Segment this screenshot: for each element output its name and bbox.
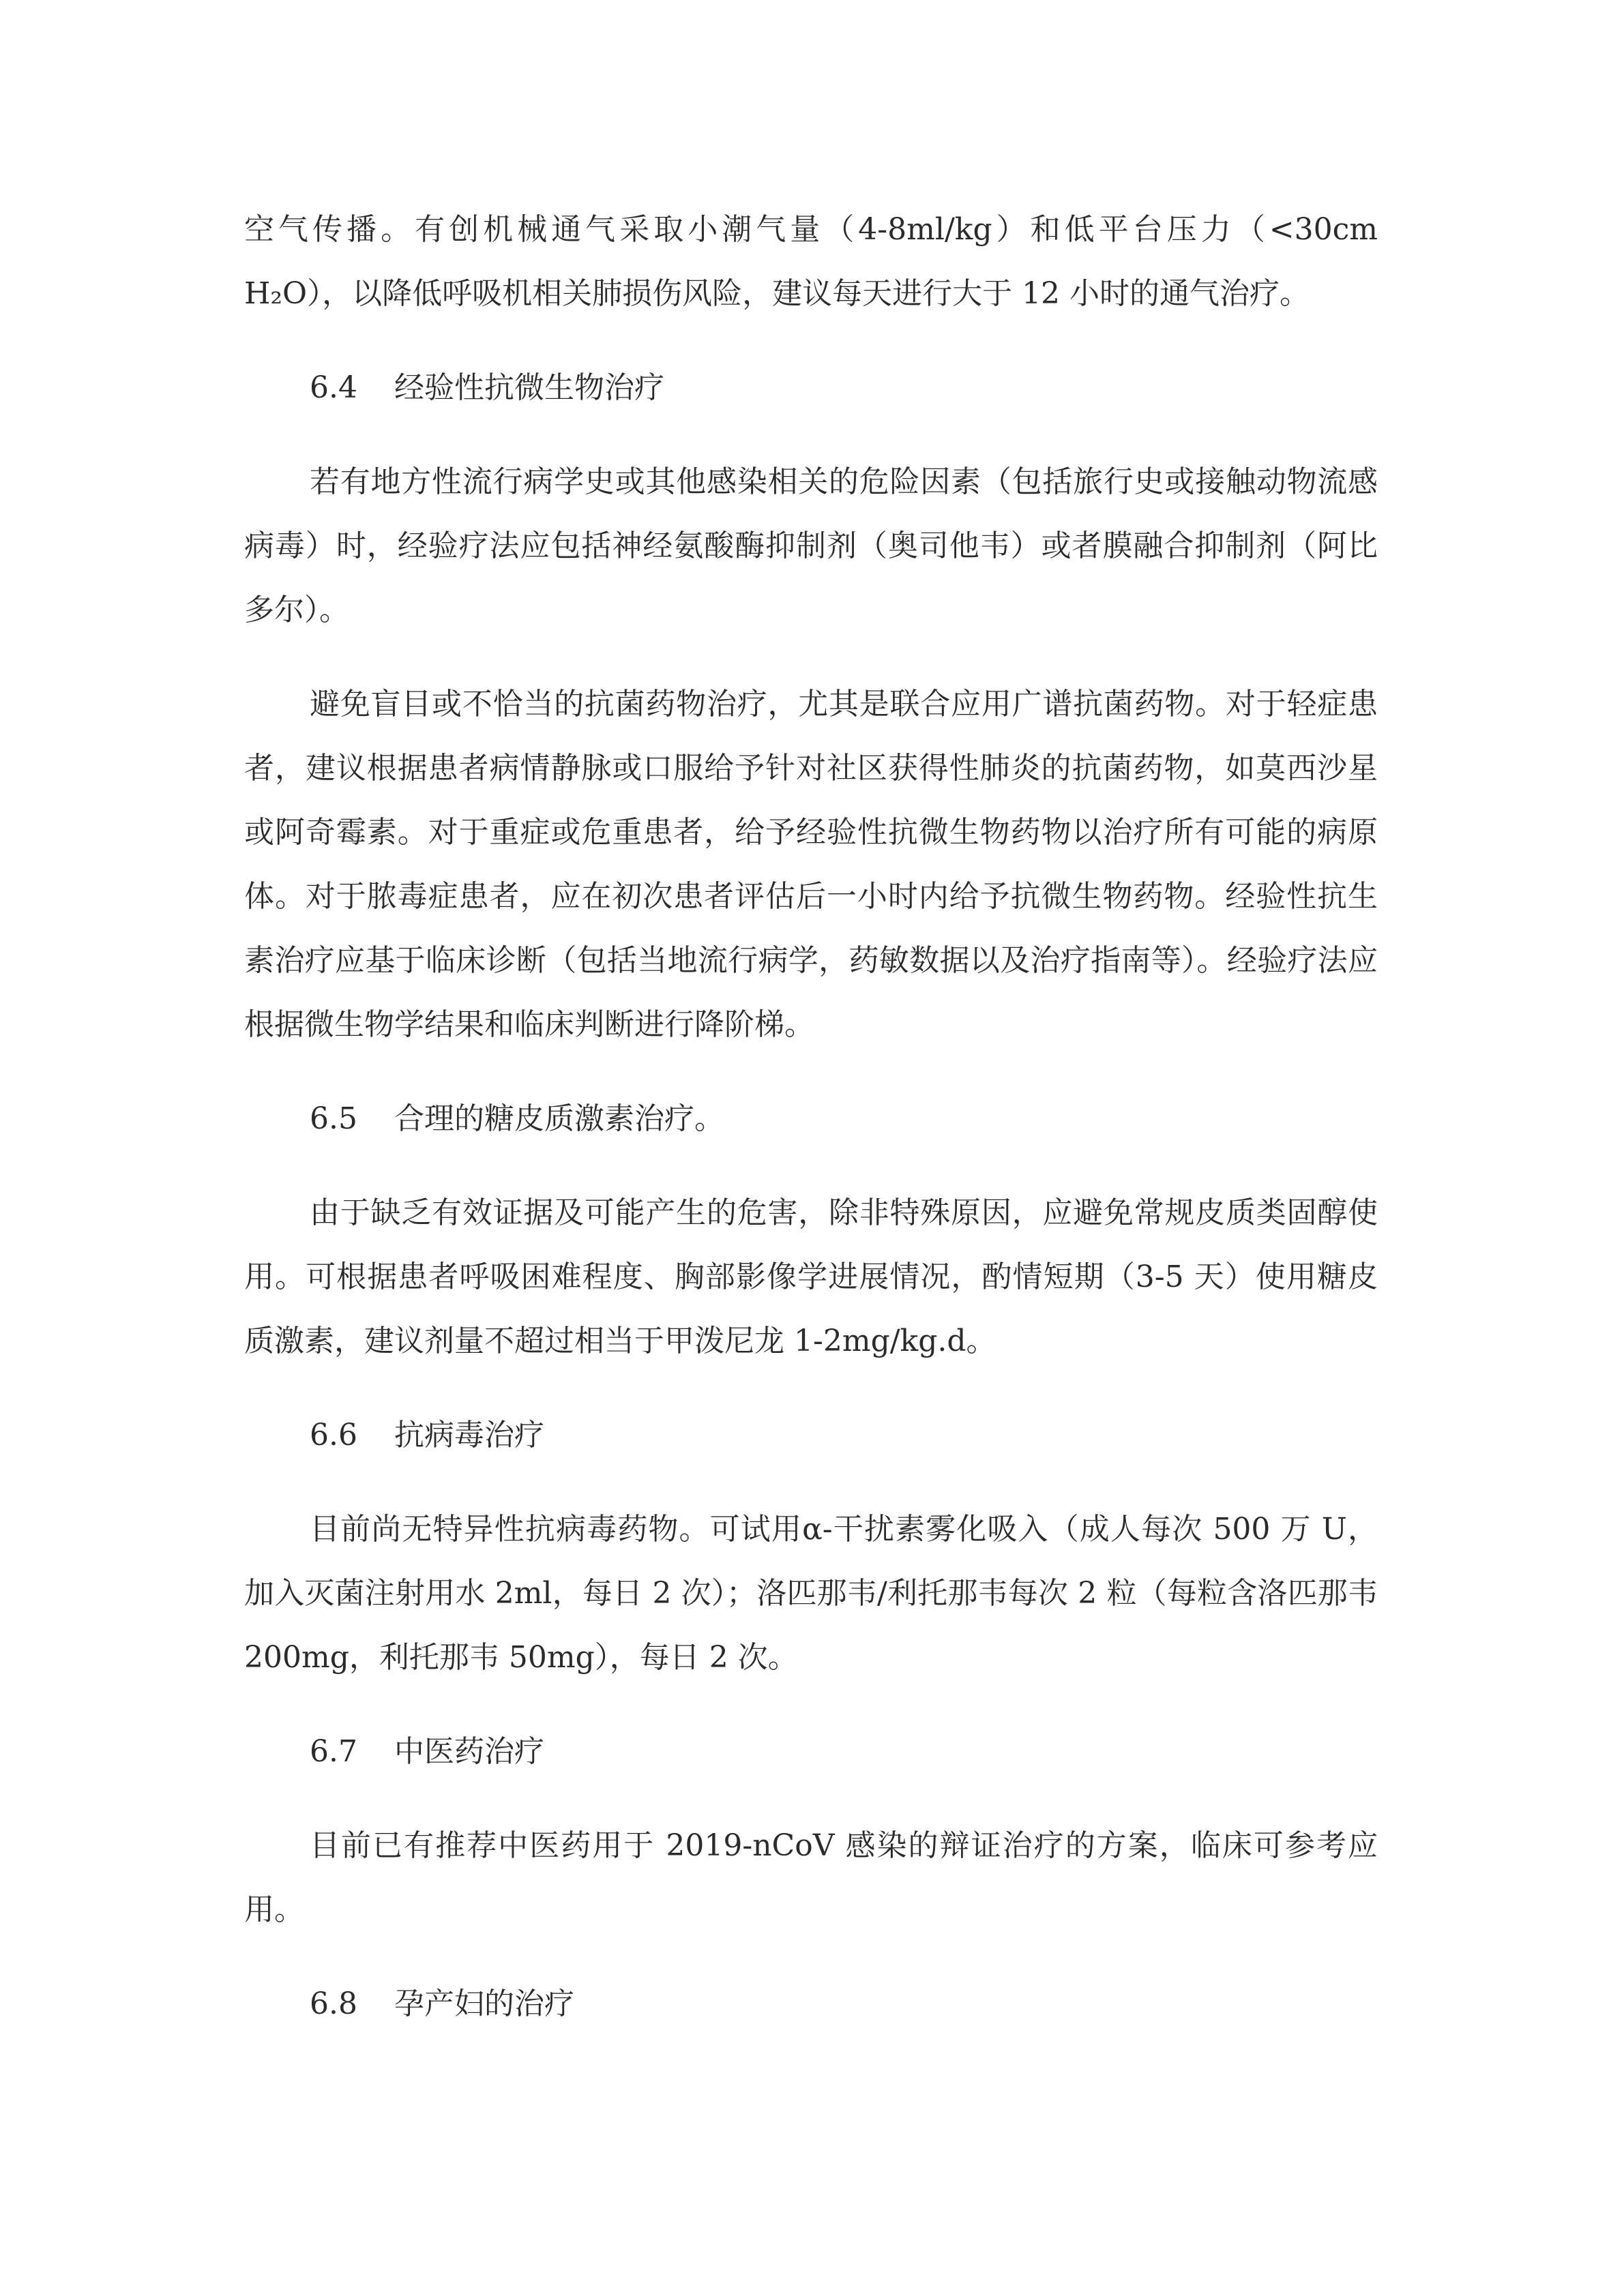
section-number: 6.8	[310, 1986, 357, 2021]
paragraph-corticosteroid: 由于缺乏有效证据及可能产生的危害，除非特殊原因，应避免常规皮质类固醇使用。可根据患者呼吸困难程度、胸部影像学进展情况，酌情短期（3-5 天）使用糖皮质激素，建议剂量不超过相当于甲泼尼龙 1-2mg/kg.d。	[244, 1195, 1378, 1358]
paragraph-empiric-antiviral: 若有地方性流行病学史或其他感染相关的危险因素（包括旅行史或接触动物流感病毒）时，经验疗法应包括神经氨酸酶抑制剂（奥司他韦）或者膜融合抑制剂（阿比多尔）。	[244, 464, 1378, 627]
paragraph-antiviral-drugs: 目前尚无特异性抗病毒药物。可试用α-干扰素雾化吸入（成人每次 500 万 U，加入灭菌注射用水 2ml，每日 2 次）；洛匹那韦/利托那韦每次 2 粒（每粒含洛匹那韦 200mg，利托那韦 50mg），每日 2 次。	[244, 1512, 1378, 1675]
section-title: 孕产妇的治疗	[394, 1986, 574, 2021]
section-heading-6-6	[244, 1403, 1378, 1467]
paragraph-tcm: 目前已有推荐中医药用于 2019-nCoV 感染的辩证治疗的方案，临床可参考应用。	[244, 1828, 1378, 1927]
section-heading-6-5	[244, 1087, 1378, 1151]
section-heading-6-7	[244, 1720, 1378, 1784]
paragraph-antibacterial: 避免盲目或不恰当的抗菌药物治疗，尤其是联合应用广谱抗菌药物。对于轻症患者，建议根据患者病情静脉或口服给予针对社区获得性肺炎的抗菌药物，如莫西沙星或阿奇霉素。对于重症或危重患者，给予经验性抗微生物药物以治疗所有可能的病原体。对于脓毒症患者，应在初次患者评估后一小时内给予抗微生物药物。经验性抗生素治疗应基于临床诊断（包括当地流行病学，药敏数据以及治疗指南等）。经验疗法应根据微生物学结果和临床判断进行降阶梯。	[244, 687, 1378, 1042]
section-number: 6.7	[310, 1734, 357, 1769]
section-title: 抗病毒治疗	[394, 1418, 544, 1452]
section-title: 中医药治疗	[394, 1734, 544, 1769]
section-number: 6.4	[310, 370, 357, 405]
section-number: 6.6	[310, 1418, 357, 1452]
section-heading-6-4	[244, 356, 1378, 420]
document-body	[244, 198, 1378, 2036]
section-title: 经验性抗微生物治疗	[394, 370, 664, 405]
section-number: 6.5	[310, 1101, 357, 1136]
section-title: 合理的糖皮质激素治疗。	[394, 1101, 724, 1136]
paragraph-ventilation: 空气传播。有创机械通气采取小潮气量（4-8ml/kg）和低平台压力（<30cm H₂O），以降低呼吸机相关肺损伤风险，建议每天进行大于 12 小时的通气治疗。	[244, 212, 1378, 311]
section-heading-6-8	[244, 1972, 1378, 2036]
